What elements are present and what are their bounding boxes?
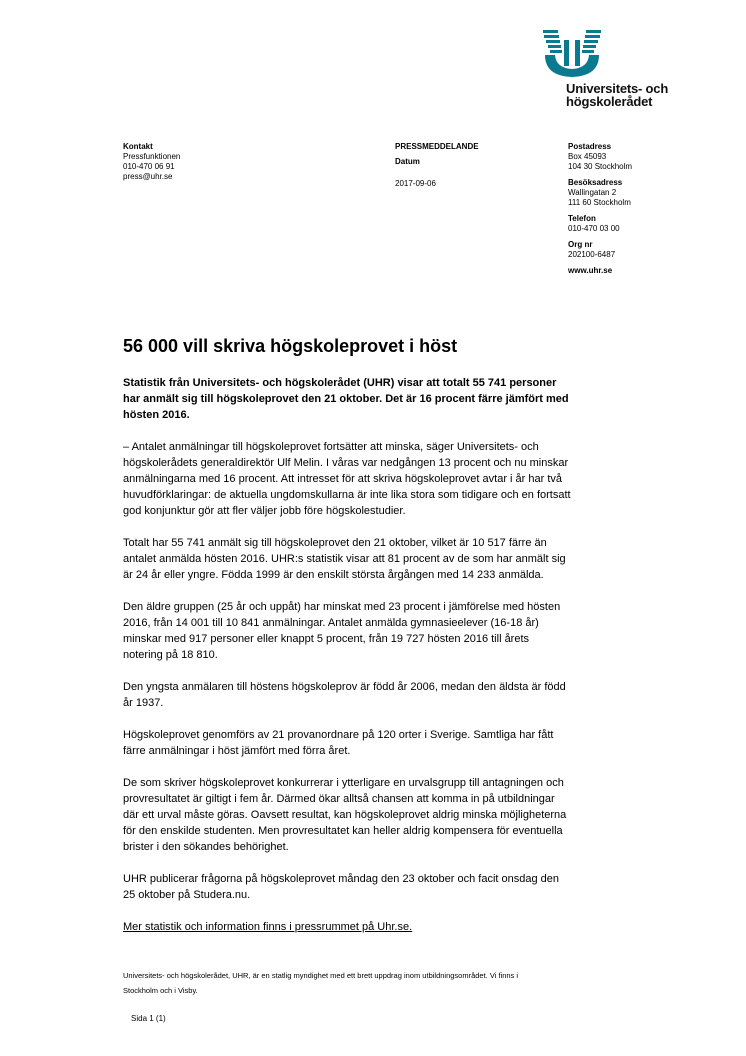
visit-line: 111 60 Stockholm xyxy=(568,198,631,207)
visit-label: Besöksadress xyxy=(568,178,623,187)
address-block xyxy=(568,142,632,282)
postal-line: 104 30 Stockholm xyxy=(568,162,633,171)
article-title: 56 000 vill skriva högskoleprovet i höst xyxy=(123,336,458,356)
article-paragraph: De som skriver högskoleprovet konkurrerar i ytterligare en urvalsgrupp till antagningen och provresultatet är giltigt i fem år. Därmed ökar alltså chansen att komma in på utbildningar där ett urval måste göras. Oavsett resultat, kan högskoleprovet aldrig minska möjligheterna för den enskilde studenten. Men provresultatet kan heller aldrig kompensera för eventuella brister i den sökandes behörighet. xyxy=(123,777,567,853)
article-body xyxy=(123,375,571,951)
article-paragraph: Den yngsta anmälaren till höstens högskoleprov är född år 2006, medan den äldsta är född år 1937. xyxy=(123,681,566,709)
release-date: 2017-09-06 xyxy=(395,179,436,188)
uhr-logo xyxy=(542,28,682,110)
article-paragraph: Totalt har 55 741 anmält sig till högskoleprovet den 21 oktober, vilket är 10 517 färre än antalet anmälda hösten 2016. UHR:s statistik visar att 81 procent av de som har anmält sig är 24 år eller yngre. Födda 1999 är den enskilt största årgången med 14 233 anmälda. xyxy=(123,537,566,581)
article-paragraph: Högskoleprovet genomförs av 21 provanordnare på 120 orter i Sverige. Samtliga har fått färre anmälningar i höst jämfört med förra året. xyxy=(123,729,554,757)
press-room-link[interactable]: Mer statistik och information finns i pressrummet på Uhr.se. xyxy=(123,921,413,933)
contact-line: Pressfunktionen xyxy=(123,152,181,161)
date-label: Datum xyxy=(395,157,420,166)
org-number: 202100-6487 xyxy=(568,250,616,259)
org-label: Org nr xyxy=(568,240,593,249)
contact-label: Kontakt xyxy=(123,142,153,151)
article-paragraph: Den äldre gruppen (25 år och uppåt) har minskat med 23 procent i jämförelse med hösten 2016, från 14 001 till 10 841 anmälningar. Antalet anmälda gymnasieelever (16-18 år) minskar med 917 personer eller knappt 5 procent, från 19 727 hösten 2016 till årets notering på 18 810. xyxy=(123,601,561,661)
footer-text: Universitets- och högskolerådet, UHR, är en statlig myndighet med ett brett uppdrag inom utbildningsområdet. Vi finns i Stockholm och i Visby. xyxy=(123,971,519,995)
release-type: PRESSMEDDELANDE xyxy=(395,142,479,151)
uhr-emblem-icon xyxy=(542,28,602,80)
brand-line-2: högskolerådet xyxy=(566,94,653,109)
contact-phone: 010-470 06 91 xyxy=(123,162,175,171)
page-number: Sida 1 (1) xyxy=(131,1014,166,1023)
article-lead: Statistik från Universitets- och högskolerådet (UHR) visar att totalt 55 741 personer har anmält sig till högskoleprovet den 21 oktober. Det är 16 procent färre jämfört med hösten 2016. xyxy=(123,377,569,421)
brand-line-1: Universitets- och xyxy=(566,81,669,96)
contact-block xyxy=(123,142,180,182)
phone-label: Telefon xyxy=(568,214,596,223)
release-block xyxy=(395,142,479,189)
website-link[interactable]: www.uhr.se xyxy=(568,266,613,275)
visit-line: Wallingatan 2 xyxy=(568,188,617,197)
postal-label: Postadress xyxy=(568,142,612,151)
phone-number: 010-470 03 00 xyxy=(568,224,620,233)
article-paragraph: – Antalet anmälningar till högskoleprovet fortsätter att minska, säger Universitets- och högskolerådets generaldirektör Ulf Melin. I våras var nedgången 13 procent och nu minskar anmälningarna med 16 procent. Att intresset för att skriva högskoleprovet avtar i år har två huvudförklaringar: de aktuella ungdomskullarna är inte lika stora som tidigare och en fortsatt god konjunktur gör att fler väljer jobb före högskolestudier. xyxy=(123,441,571,517)
contact-email[interactable]: press@uhr.se xyxy=(123,172,173,181)
article-paragraph: UHR publicerar frågorna på högskoleprovet måndag den 23 oktober och facit onsdag den 25 oktober på Studera.nu. xyxy=(123,873,559,901)
postal-line: Box 45093 xyxy=(568,152,607,161)
